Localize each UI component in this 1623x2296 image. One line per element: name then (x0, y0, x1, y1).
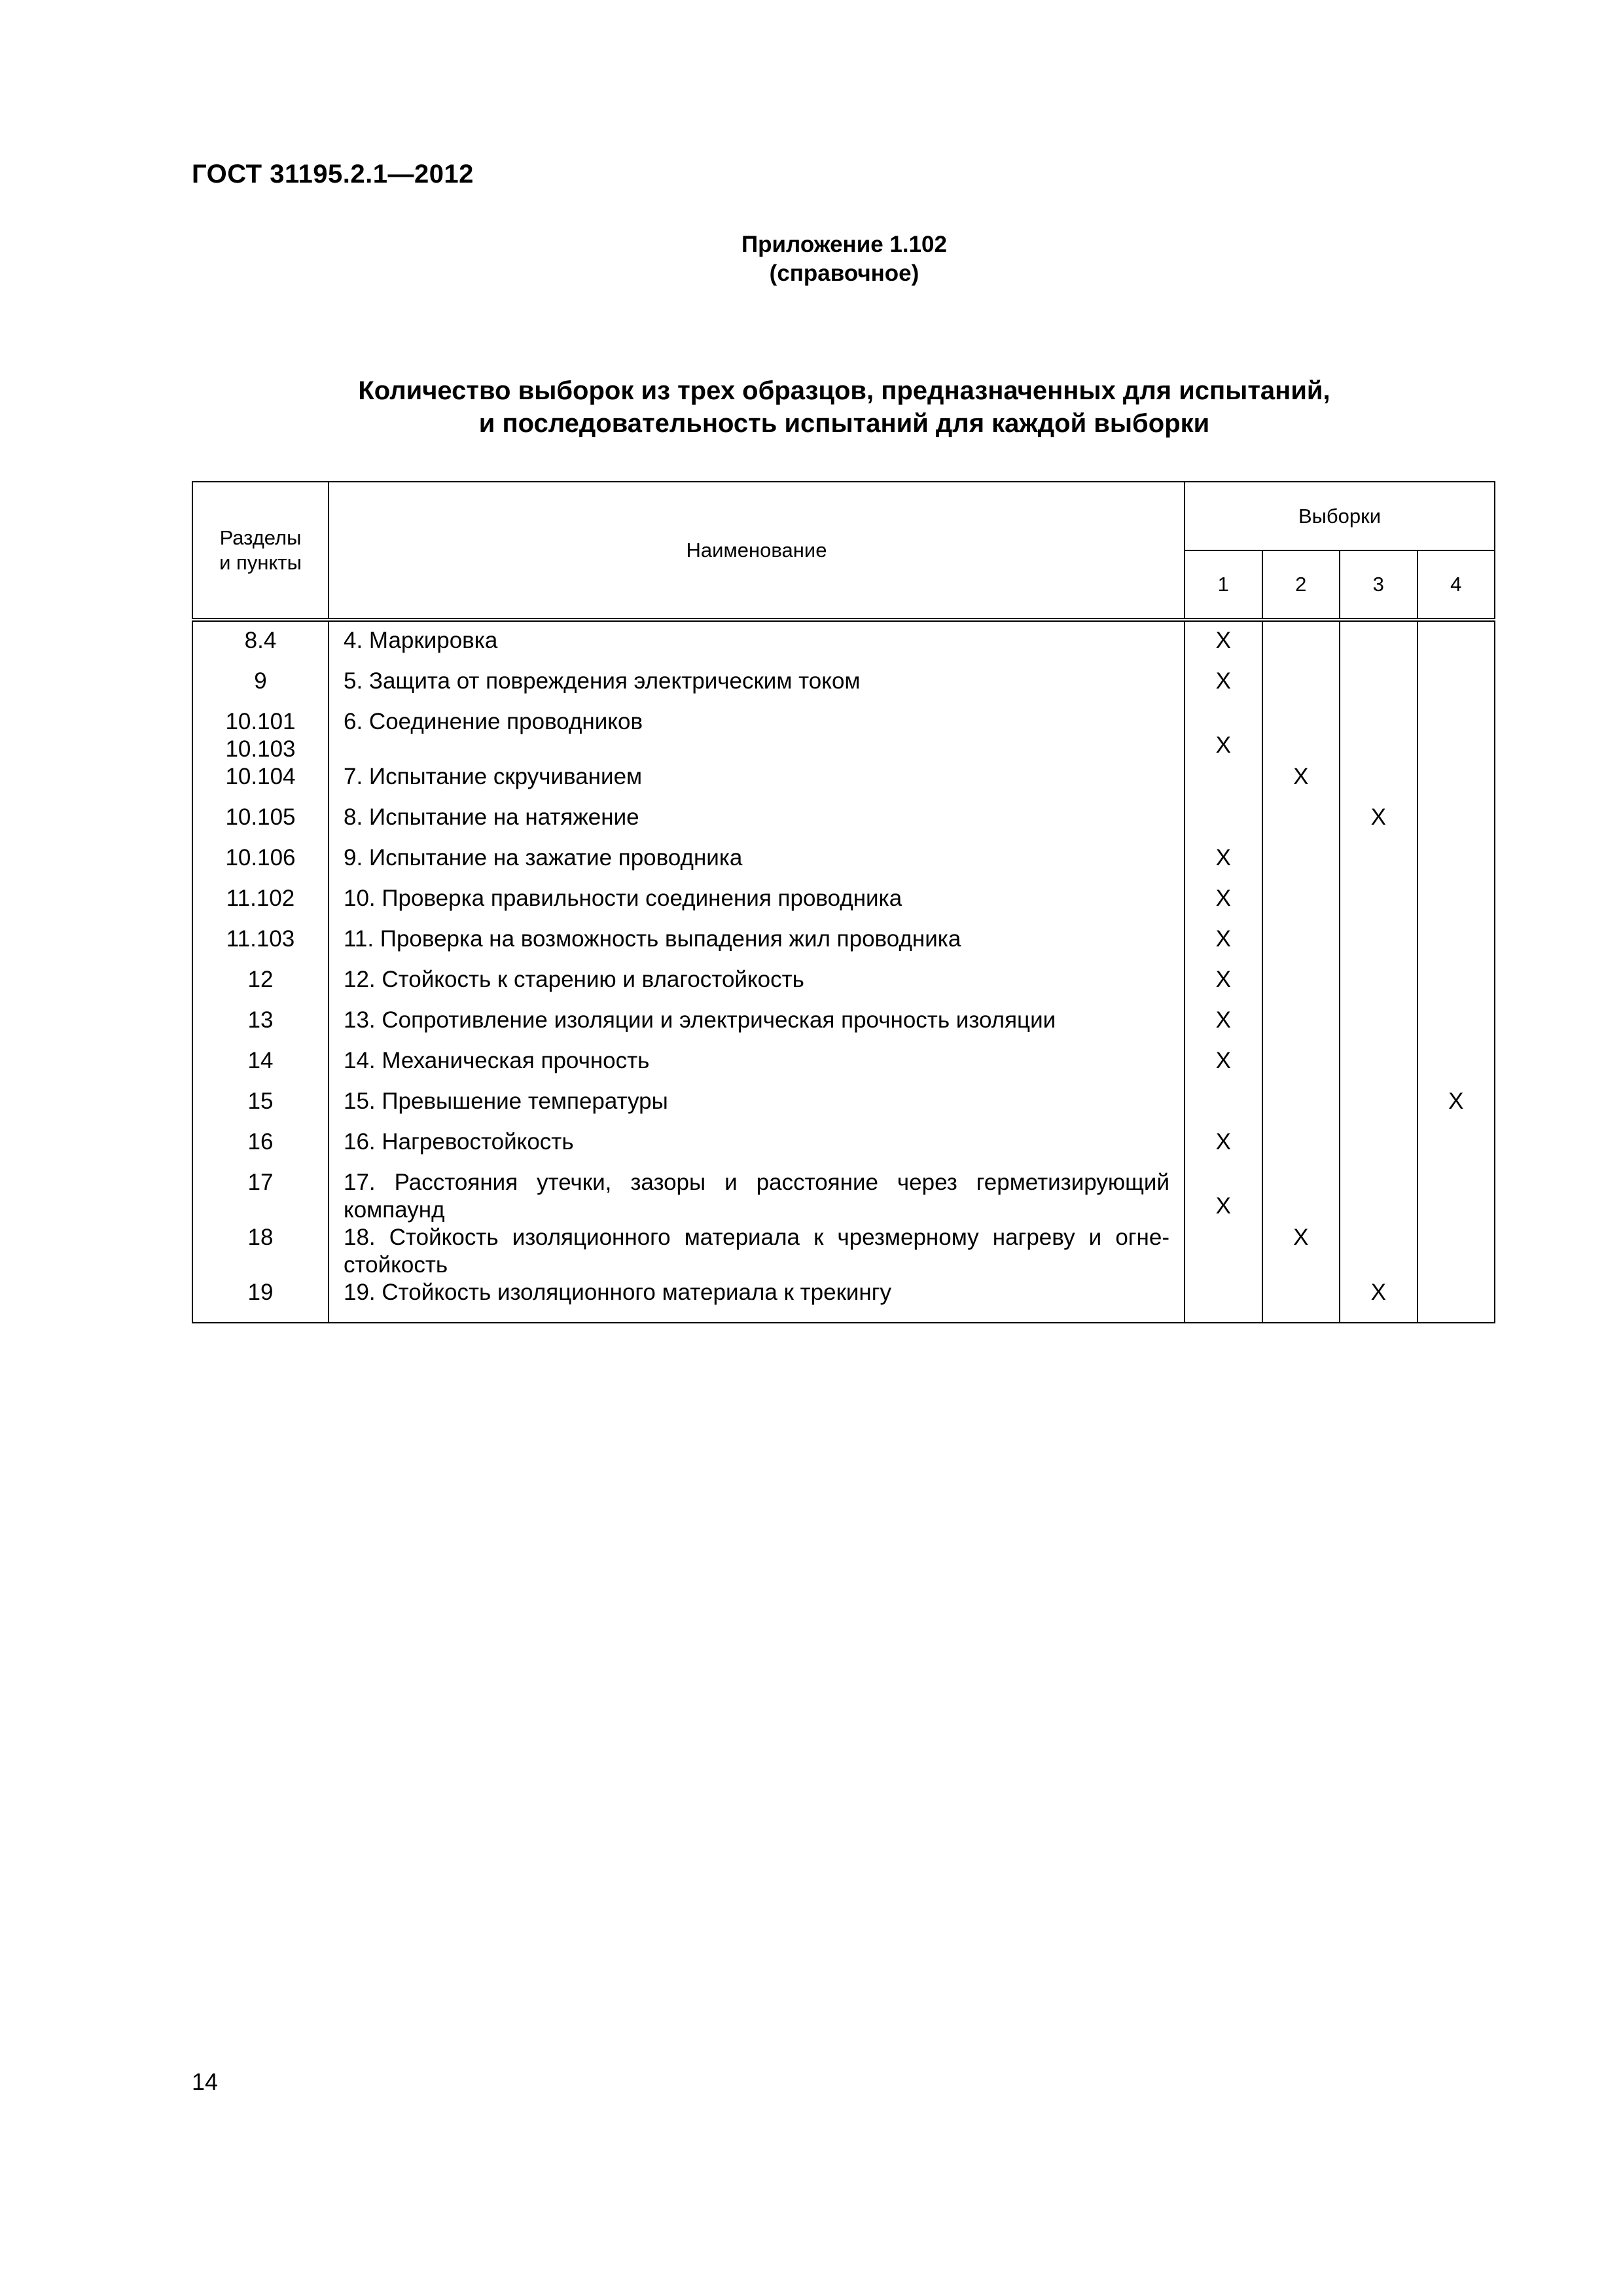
row-sample-2-mark (1262, 1128, 1340, 1169)
header-sample-2: 2 (1262, 550, 1340, 620)
row-sample-1-mark: X (1185, 966, 1262, 1007)
table-caption (0, 374, 1623, 440)
row-sample-2-mark (1262, 1007, 1340, 1047)
row-sample-3-mark: X (1340, 1279, 1418, 1323)
row-sample-3-mark (1340, 708, 1418, 763)
table-body (192, 620, 1495, 1323)
row-section: 10.106 (192, 844, 329, 885)
table-row (192, 925, 1495, 966)
row-sample-3-mark (1340, 668, 1418, 708)
row-sample-1-mark: X (1185, 925, 1262, 966)
row-sample-4-mark (1418, 1128, 1495, 1169)
row-sample-4-mark (1418, 763, 1495, 804)
table-row (192, 1007, 1495, 1047)
row-sample-2-mark (1262, 925, 1340, 966)
row-sample-2-mark (1262, 844, 1340, 885)
table-caption-line2: и последовательность испытаний для каждой выборки (478, 409, 1210, 438)
row-sample-4-mark (1418, 1279, 1495, 1323)
row-section: 18 (192, 1224, 329, 1279)
row-sample-3-mark (1340, 620, 1418, 668)
row-sample-1-mark: X (1185, 1007, 1262, 1047)
row-sample-2-mark (1262, 804, 1340, 844)
row-sample-3-mark (1340, 1047, 1418, 1088)
row-sample-2-mark (1262, 966, 1340, 1007)
row-sample-4-mark (1418, 885, 1495, 925)
row-sample-4-mark (1418, 1047, 1495, 1088)
row-sample-1-mark: X (1185, 844, 1262, 885)
row-sample-3-mark (1340, 966, 1418, 1007)
row-name: 18. Стойкость изоляционного материала к чрезмерному нагреву и огнестойкость (329, 1224, 1185, 1279)
row-sample-3-mark (1340, 1007, 1418, 1047)
row-sample-1-mark (1185, 1224, 1262, 1279)
row-sample-3-mark (1340, 925, 1418, 966)
row-sample-2-mark (1262, 1088, 1340, 1128)
row-sample-4-mark (1418, 620, 1495, 668)
row-name: 4. Маркировка (329, 620, 1185, 668)
row-sample-4-mark (1418, 708, 1495, 763)
row-sample-1-mark (1185, 1279, 1262, 1323)
row-sample-1-mark (1185, 1088, 1262, 1128)
row-sample-4-mark (1418, 668, 1495, 708)
row-sample-3-mark (1340, 885, 1418, 925)
row-sample-4-mark (1418, 1007, 1495, 1047)
table-caption-line1: Количество выборок из трех образцов, предназначенных для испытаний, (358, 376, 1330, 405)
row-sample-2-mark: X (1262, 763, 1340, 804)
row-sample-4-mark (1418, 1169, 1495, 1224)
table-row (192, 844, 1495, 885)
row-sample-3-mark (1340, 844, 1418, 885)
table-row (192, 1088, 1495, 1128)
row-name: 16. Нагревостойкость (329, 1128, 1185, 1169)
row-sample-1-mark: X (1185, 708, 1262, 763)
row-sample-3-mark (1340, 763, 1418, 804)
row-sample-1-mark: X (1185, 1128, 1262, 1169)
row-sample-4-mark: X (1418, 1088, 1495, 1128)
row-section: 9 (192, 668, 329, 708)
table-row (192, 804, 1495, 844)
row-section: 10.105 (192, 804, 329, 844)
header-sample-3: 3 (1340, 550, 1418, 620)
row-section: 11.102 (192, 885, 329, 925)
appendix-subtitle: (справочное) (769, 260, 919, 286)
row-sample-3-mark (1340, 1224, 1418, 1279)
row-section: 10.101 10.103 (192, 708, 329, 763)
table-row (192, 1224, 1495, 1279)
page-number: 14 (192, 2068, 219, 2095)
row-name: 11. Проверка на возможность выпадения жил проводника (329, 925, 1185, 966)
row-sample-2-mark (1262, 1047, 1340, 1088)
row-section: 14 (192, 1047, 329, 1088)
row-name: 10. Проверка правильности соединения проводника (329, 885, 1185, 925)
document-code: ГОСТ 31195.2.1—2012 (192, 160, 474, 188)
table-row (192, 763, 1495, 804)
row-sample-1-mark (1185, 804, 1262, 844)
row-name: 7. Испытание скручиванием (329, 763, 1185, 804)
row-name: 6. Соединение проводников (329, 708, 1185, 763)
row-sample-1-mark: X (1185, 1047, 1262, 1088)
row-sample-4-mark (1418, 925, 1495, 966)
row-name: 14. Механическая прочность (329, 1047, 1185, 1088)
row-sample-1-mark: X (1185, 1169, 1262, 1224)
appendix-title: Приложение 1.102 (741, 232, 947, 257)
row-section: 10.104 (192, 763, 329, 804)
row-section: 11.103 (192, 925, 329, 966)
row-sample-2-mark (1262, 1279, 1340, 1323)
row-sample-4-mark (1418, 804, 1495, 844)
row-sample-3-mark (1340, 1169, 1418, 1224)
samples-table (192, 481, 1495, 1323)
header-samples: Выборки (1185, 482, 1495, 550)
row-name: 8. Испытание на натяжение (329, 804, 1185, 844)
row-sample-1-mark: X (1185, 668, 1262, 708)
row-sample-2-mark (1262, 708, 1340, 763)
row-section: 17 (192, 1169, 329, 1224)
row-sample-1-mark: X (1185, 620, 1262, 668)
row-sample-2-mark (1262, 1169, 1340, 1224)
row-section: 16 (192, 1128, 329, 1169)
header-sample-1: 1 (1185, 550, 1262, 620)
table-row (192, 966, 1495, 1007)
header-sample-4: 4 (1418, 550, 1495, 620)
table-row (192, 1279, 1495, 1323)
row-section: 8.4 (192, 620, 329, 668)
row-sample-4-mark (1418, 1224, 1495, 1279)
row-sample-2-mark: X (1262, 1224, 1340, 1279)
row-section: 12 (192, 966, 329, 1007)
header-name: Наименование (329, 482, 1185, 620)
row-section: 15 (192, 1088, 329, 1128)
row-name: 12. Стойкость к старению и влагостойкость (329, 966, 1185, 1007)
table-row (192, 668, 1495, 708)
row-sample-2-mark (1262, 668, 1340, 708)
row-sample-3-mark (1340, 1128, 1418, 1169)
row-name: 19. Стойкость изоляционного материала к трекингу (329, 1279, 1185, 1323)
row-sample-2-mark (1262, 620, 1340, 668)
row-name: 17. Расстояния утечки, зазоры и расстояние через герметизирующий компаунд (329, 1169, 1185, 1224)
table-row (192, 1169, 1495, 1224)
row-name: 9. Испытание на зажатие проводника (329, 844, 1185, 885)
row-section: 19 (192, 1279, 329, 1323)
table-row (192, 708, 1495, 763)
row-sample-1-mark: X (1185, 885, 1262, 925)
row-sample-4-mark (1418, 966, 1495, 1007)
row-sample-4-mark (1418, 844, 1495, 885)
table-row (192, 1047, 1495, 1088)
row-name: 13. Сопротивление изоляции и электрическая прочность изоляции (329, 1007, 1185, 1047)
table-row (192, 1128, 1495, 1169)
appendix-heading (0, 230, 1623, 288)
row-sample-2-mark (1262, 885, 1340, 925)
row-section: 13 (192, 1007, 329, 1047)
row-name: 5. Защита от повреждения электрическим током (329, 668, 1185, 708)
row-sample-3-mark: X (1340, 804, 1418, 844)
row-name: 15. Превышение температуры (329, 1088, 1185, 1128)
table-row (192, 885, 1495, 925)
table-row (192, 620, 1495, 668)
row-sample-1-mark (1185, 763, 1262, 804)
row-sample-3-mark (1340, 1088, 1418, 1128)
header-sections: Разделы и пункты (192, 482, 329, 620)
